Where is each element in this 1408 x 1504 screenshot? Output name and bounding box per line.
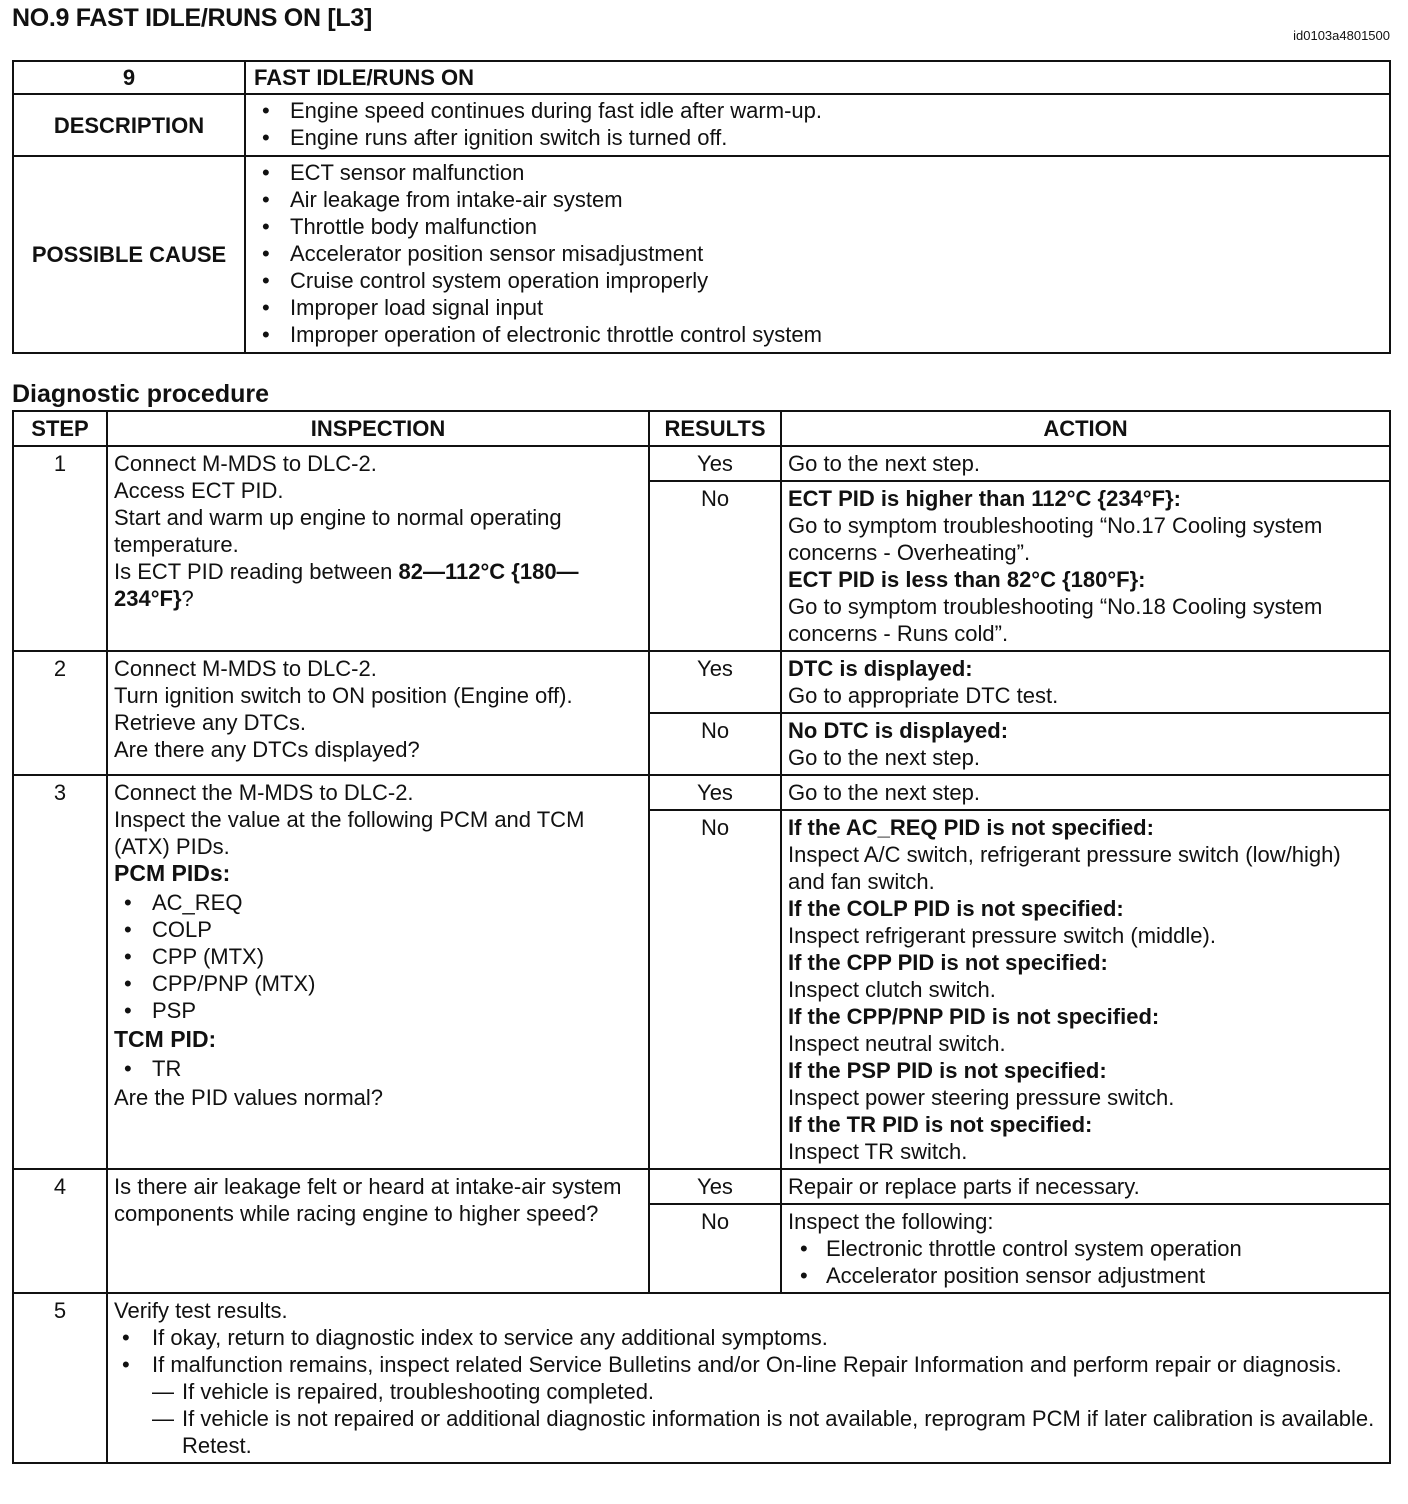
action-text: Inspect TR switch. [788,1139,968,1164]
list-item: • Accelerator position sensor adjustment [788,1262,1383,1289]
inspect-list [788,1235,1383,1289]
step-number: 1 [13,446,107,651]
list-item: • ECT sensor malfunction [252,159,1383,186]
action-condition: No DTC is displayed: [788,718,1009,743]
inspection-line: Connect M-MDS to DLC-2. [114,451,377,476]
action-cell: Go to the next step. [781,446,1390,481]
verify-list [114,1324,1383,1459]
section-heading: Diagnostic procedure [12,380,269,408]
list-item: • Improper operation of electronic throttle control system [252,321,1383,348]
action-text: Go to the next step. [788,745,981,770]
list-item: • CPP (MTX) [114,943,642,970]
list-item: • AC_REQ [114,889,642,916]
action-text: Inspect neutral switch. [788,1031,1006,1056]
action-text: Inspect the following: [788,1209,994,1234]
inspection-line: Retrieve any DTCs. [114,710,306,735]
list-item: • Improper load signal input [252,294,1383,321]
verify-intro: Verify test results. [114,1298,288,1323]
tcm-pid-heading: TCM PID: [114,1026,217,1052]
action-condition: If the PSP PID is not specified: [788,1058,1107,1083]
action-text: Go to symptom troubleshooting “No.17 Cooling system concerns - Overheating”. [788,513,1323,565]
question-range: 82—112°C {180—234°F} [114,559,579,611]
step-number: 5 [13,1293,107,1463]
action-condition: If the AC_REQ PID is not specified: [788,815,1154,840]
action-condition: If the COLP PID is not specified: [788,896,1124,921]
action-cell [781,1204,1390,1293]
description-row [13,94,1390,156]
action-cell [781,651,1390,713]
document-id: id0103a4801500 [1293,28,1390,43]
list-item [114,1324,1383,1351]
description-content [245,94,1390,156]
table-row [13,775,1390,810]
step-3-inspection [107,775,649,1169]
possible-cause-list [252,159,1383,348]
result-yes: Yes [649,446,781,481]
description-label: DESCRIPTION [13,94,245,156]
action-condition: If the TR PID is not specified: [788,1112,1093,1137]
symptom-summary-table [12,60,1391,354]
question-mark: ? [181,586,194,611]
tcm-pid-list [114,1055,642,1082]
sub-list-item: — If vehicle is repaired, troubleshooting completed. [152,1378,1383,1405]
list-item-text: If malfunction remains, inspect related Service Bulletins and/or On-line Repair Information and perform repair or diagnosis. [152,1352,1342,1377]
inspection-question: Are the PID values normal? [114,1085,384,1110]
sub-list [152,1378,1383,1459]
column-header-inspection: INSPECTION [107,411,649,446]
possible-cause-content [245,156,1390,353]
action-text: Inspect refrigerant pressure switch (middle). [788,923,1216,948]
inspection-line: Inspect the value at the following PCM and TCM (ATX) PIDs. [114,807,585,859]
list-item: • PSP [114,997,642,1024]
list-item: • TR [114,1055,642,1082]
diagnostic-procedure-table [12,410,1391,1464]
action-condition: If the CPP PID is not specified: [788,950,1108,975]
action-condition: DTC is displayed: [788,656,973,681]
result-no: No [649,481,781,651]
description-list [252,97,1383,151]
action-cell [781,810,1390,1169]
inspection-line: Start and warm up engine to normal operating temperature. [114,505,562,557]
table-row [13,1293,1390,1463]
step-number: 2 [13,651,107,775]
possible-cause-label: POSSIBLE CAUSE [13,156,245,353]
action-text: Inspect power steering pressure switch. [788,1085,1175,1110]
column-header-step: STEP [13,411,107,446]
step-4-inspection: Is there air leakage felt or heard at intake-air system components while racing engine to higher speed? [107,1169,649,1293]
inspection-line: Connect the M-MDS to DLC-2. [114,780,414,805]
column-header-results: RESULTS [649,411,781,446]
result-no: No [649,713,781,775]
table-row [13,651,1390,713]
list-item: • Accelerator position sensor misadjustment [252,240,1383,267]
list-item: • Cruise control system operation improperly [252,267,1383,294]
pcm-pid-list [114,889,642,1024]
summary-header-row [13,61,1390,94]
list-item: • Electronic throttle control system operation [788,1235,1383,1262]
action-text: Go to appropriate DTC test. [788,683,1059,708]
possible-cause-row [13,156,1390,353]
list-item [114,1351,1383,1459]
list-item: • Air leakage from intake-air system [252,186,1383,213]
action-condition: If the CPP/PNP PID is not specified: [788,1004,1160,1029]
step-5-content [107,1293,1390,1463]
inspection-line: Connect M-MDS to DLC-2. [114,656,377,681]
result-yes: Yes [649,1169,781,1204]
procedure-header-row [13,411,1390,446]
table-row [13,446,1390,481]
symptom-number: 9 [13,61,245,94]
question-text: Is ECT PID reading between [114,559,399,584]
inspection-question [114,558,642,612]
result-no: No [649,810,781,1169]
action-condition: ECT PID is less than 82°C {180°F}: [788,567,1146,592]
list-item-text: If okay, return to diagnostic index to service any additional symptoms. [152,1325,828,1350]
action-text: Go to symptom troubleshooting “No.18 Cooling system concerns - Runs cold”. [788,594,1323,646]
list-item: • Throttle body malfunction [252,213,1383,240]
action-condition: ECT PID is higher than 112°C {234°F}: [788,486,1181,511]
inspection-line: Access ECT PID. [114,478,284,503]
symptom-name: FAST IDLE/RUNS ON [245,61,1390,94]
action-text: Inspect A/C switch, refrigerant pressure switch (low/high) and fan switch. [788,842,1341,894]
sub-list-item: — If vehicle is not repaired or additional diagnostic information is not available, reprogram PCM if later calibration is available. Retest. [152,1405,1383,1459]
result-yes: Yes [649,651,781,713]
list-item: • CPP/PNP (MTX) [114,970,642,997]
list-item: • Engine speed continues during fast idle after warm-up. [252,97,1383,124]
list-item: • COLP [114,916,642,943]
action-cell: Go to the next step. [781,775,1390,810]
column-header-action: ACTION [781,411,1390,446]
step-number: 4 [13,1169,107,1293]
action-cell: Repair or replace parts if necessary. [781,1169,1390,1204]
table-row [13,1169,1390,1204]
pcm-pids-heading: PCM PIDs: [114,860,231,886]
result-yes: Yes [649,775,781,810]
step-number: 3 [13,775,107,1169]
action-text: Inspect clutch switch. [788,977,996,1002]
page-title: NO.9 FAST IDLE/RUNS ON [L3] [12,4,372,32]
step-2-inspection [107,651,649,775]
action-cell [781,481,1390,651]
inspection-line: Turn ignition switch to ON position (Engine off). [114,683,573,708]
list-item: • Engine runs after ignition switch is turned off. [252,124,1383,151]
action-cell [781,713,1390,775]
step-1-inspection [107,446,649,651]
inspection-line: Are there any DTCs displayed? [114,737,420,762]
result-no: No [649,1204,781,1293]
